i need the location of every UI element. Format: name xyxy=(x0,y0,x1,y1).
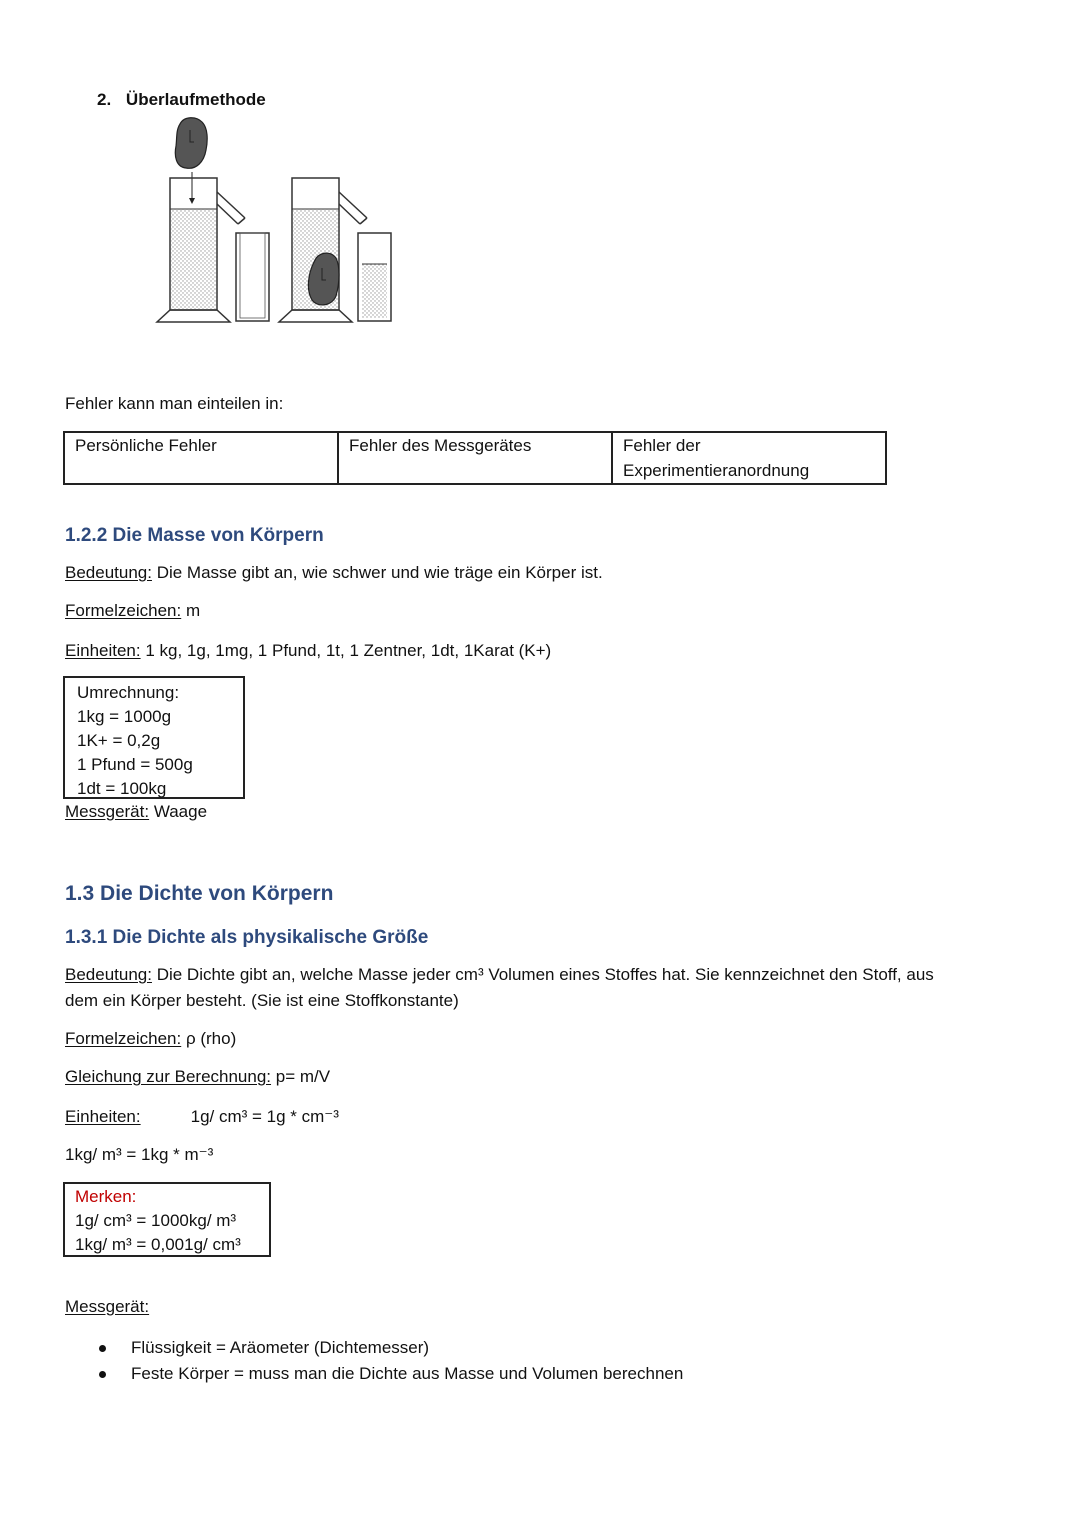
dichte-bedeutung-cont: dem ein Körper besteht. (Sie ist eine Stoffkonstante) xyxy=(65,991,459,1010)
errors-intro: Fehler kann man einteilen in: xyxy=(65,394,284,413)
merken-title: Merken: xyxy=(75,1187,137,1206)
section-title: Überlaufmethode xyxy=(125,90,266,109)
umrechnung-box: Umrechnung: 1kg = 1000g 1K+ = 0,2g 1 Pfund = 500g 1dt = 100kg xyxy=(63,676,245,799)
heading-dichte: 1.3 Die Dichte von Körpern xyxy=(65,882,334,905)
bullet-item-fluessigkeit: Flüssigkeit = Aräometer (Dichtemesser) xyxy=(131,1338,430,1357)
bullet-icon xyxy=(99,1371,106,1378)
dichte-formelzeichen: Formelzeichen: ρ (rho) xyxy=(65,1029,237,1048)
subheading-dichte: 1.3.1 Die Dichte als physikalische Größe xyxy=(65,927,429,948)
stone-icon xyxy=(175,118,207,169)
masse-bedeutung: Bedeutung: Die Masse gibt an, wie schwer und wie träge ein Körper ist. xyxy=(65,563,603,582)
dichte-messgeraet-label: Messgerät: xyxy=(65,1297,150,1316)
heading-masse: 1.2.2 Die Masse von Körpern xyxy=(65,525,324,546)
dichte-gleichung: Gleichung zur Berechnung: p= m/V xyxy=(65,1067,331,1086)
error-instrument: Fehler des Messgerätes xyxy=(338,432,612,484)
error-setup: Fehler der Experimentieranordnung xyxy=(612,432,886,484)
bullet-item-feste-koerper: Feste Körper = muss man die Dichte aus Masse und Volumen berechnen xyxy=(131,1364,684,1383)
dichte-einheiten-line2: 1kg/ m³ = 1kg * m⁻³ xyxy=(65,1145,214,1164)
masse-messgeraet: Messgerät: Waage xyxy=(65,802,208,821)
dichte-einheiten: Einheiten: 1g/ cm³ = 1g * cm⁻³ xyxy=(65,1107,339,1126)
section-heading xyxy=(97,90,266,110)
section-number: 2. xyxy=(97,90,112,109)
bullet-icon xyxy=(99,1345,106,1352)
dichte-bedeutung: Bedeutung: Die Dichte gibt an, welche Masse jeder cm³ Volumen eines Stoffes hat. Sie kennzeichnet den Stoff, aus xyxy=(65,965,934,984)
masse-einheiten: Einheiten: 1 kg, 1g, 1mg, 1 Pfund, 1t, 1 Zentner, 1dt, 1Karat (K+) xyxy=(65,641,552,660)
merken-box: Merken: 1g/ cm³ = 1000kg/ m³ 1kg/ m³ = 0,001g/ cm³ xyxy=(63,1182,271,1257)
error-personal: Persönliche Fehler xyxy=(64,432,338,484)
masse-formelzeichen: Formelzeichen: m xyxy=(65,601,201,620)
overflow-method-illustration xyxy=(150,112,400,327)
error-categories-table xyxy=(63,431,887,485)
